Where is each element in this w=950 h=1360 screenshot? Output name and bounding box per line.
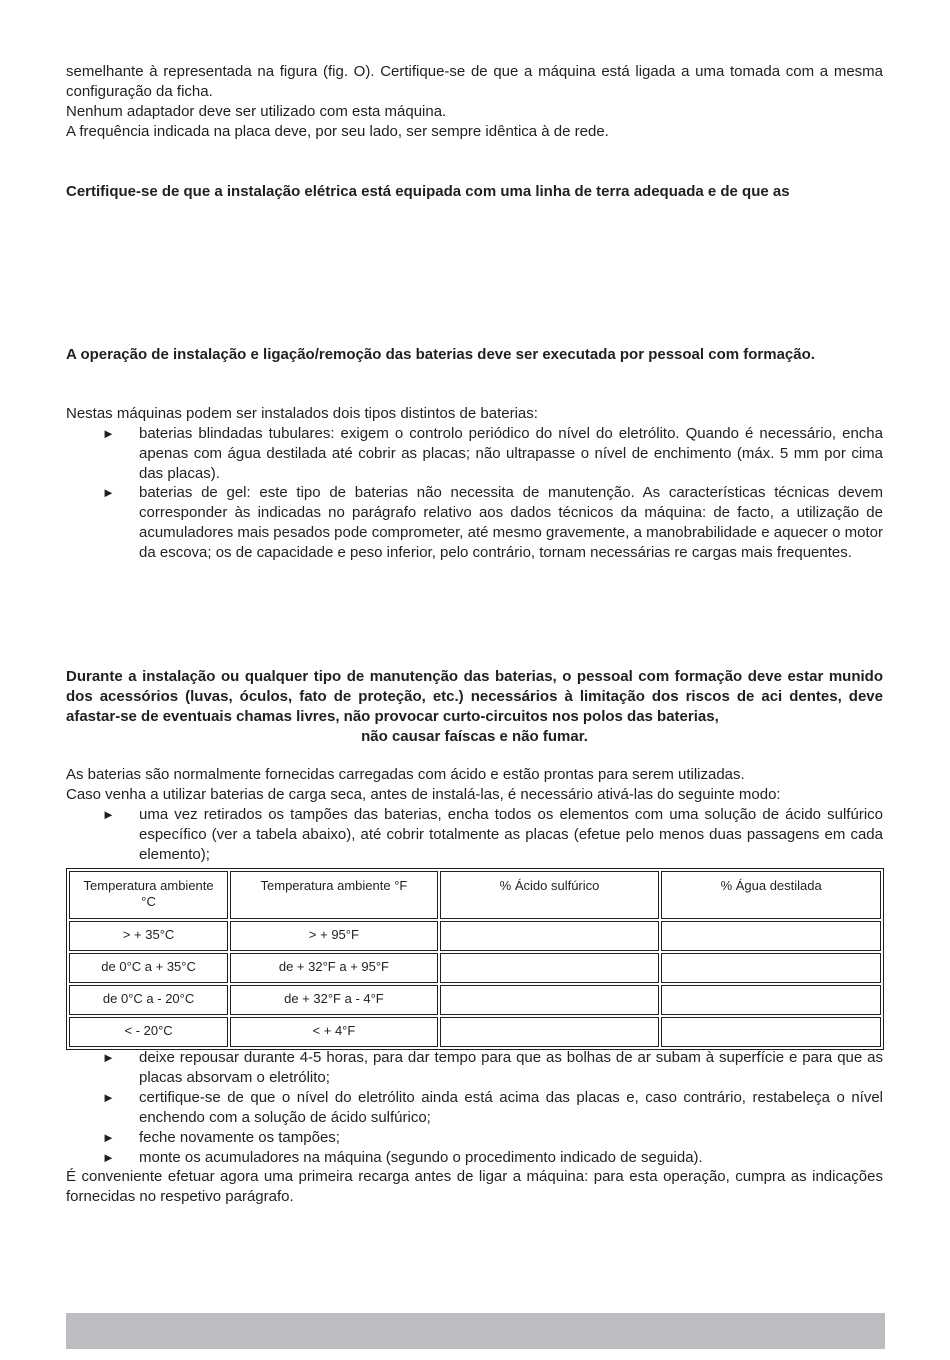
acid-solution-table	[66, 868, 884, 1050]
table-cell	[661, 985, 881, 1015]
table-row	[69, 985, 881, 1015]
paragraph-dry-charge: Caso venha a utilizar baterias de carga seca, antes de instalá-las, é necessário ativá-las do seguinte modo:	[66, 786, 781, 803]
list-item-text: baterias blindadas tubulares: exigem o controlo periódico do nível do eletrólito. Quando é necessário, encha apenas com água destilada até cobrir as placas; não ultrapasse o nível de enchimento (máx. 5 mm por cima das placas).	[139, 425, 883, 482]
bullet-arrow-icon: ►	[102, 807, 115, 822]
table-cell: > + 35°C	[69, 921, 228, 951]
footer-bar	[66, 1313, 885, 1349]
paragraph-frequency: A frequência indicada na placa deve, por seu lado, ser sempre idêntica à de rede.	[66, 123, 609, 140]
table-cell: de + 32°F a - 4°F	[230, 985, 438, 1015]
table-row	[69, 921, 881, 951]
bullet-arrow-icon: ►	[102, 1130, 115, 1145]
table-cell: < + 4°F	[230, 1017, 438, 1047]
table-cell: de 0°C a - 20°C	[69, 985, 228, 1015]
list-item-mount-batteries	[66, 1148, 883, 1168]
table-cell	[440, 953, 660, 983]
warning-safety-equipment: Durante a instalação ou qualquer tipo de manutenção das baterias, o pessoal com formação deve estar munido dos acessórios (luvas, óculos, fato de proteção, etc.) necessários à limitação dos riscos de aci dentes, deve afastar-se de eventuais chamas livres, não provocar curto-circuitos nos polos das baterias,	[66, 668, 883, 725]
bullet-arrow-icon: ►	[102, 485, 115, 500]
table-row	[69, 1017, 881, 1047]
paragraph-battery-types-intro: Nestas máquinas podem ser instalados dois tipos distintos de baterias:	[66, 405, 538, 422]
table-cell	[440, 1017, 660, 1047]
list-item-fill-acid	[66, 805, 883, 865]
bullet-arrow-icon: ►	[102, 426, 115, 441]
table-header-cell: Temperatura ambiente °F	[230, 871, 438, 919]
table-header-cell: Temperatura ambiente °C	[69, 871, 228, 919]
table-cell: de 0°C a + 35°C	[69, 953, 228, 983]
table-header-cell: % Água destilada	[661, 871, 881, 919]
paragraph-plug-configuration: semelhante à representada na figura (fig. O). Certifique-se de que a máquina está ligada a uma tomada com a mesma configuração da ficha.	[66, 63, 883, 100]
list-item-tubular-battery	[66, 424, 883, 484]
bullet-arrow-icon: ►	[102, 1050, 115, 1065]
list-item-close-caps	[66, 1128, 883, 1148]
table-cell: < - 20°C	[69, 1017, 228, 1047]
list-item-text: uma vez retirados os tampões das baterias, encha todos os elementos com uma solução de ácido sulfúrico específico (ver a tabela abaixo), até cobrir totalmente as placas (efetue pelo menos duas passagens em cada elemento);	[139, 806, 883, 863]
list-item-text: certifique-se de que o nível do eletrólito ainda está acima das placas e, caso contrário, restabeleça o nível enchendo com a solução de ácido sulfúrico;	[139, 1089, 883, 1126]
bullet-arrow-icon: ►	[102, 1150, 115, 1165]
list-item-text: monte os acumuladores na máquina (segundo o procedimento indicado de seguida).	[139, 1149, 703, 1166]
table-cell: de + 32°F a + 95°F	[230, 953, 438, 983]
table-cell	[661, 1017, 881, 1047]
list-item-gel-battery	[66, 483, 883, 563]
table-header-row	[69, 871, 881, 919]
list-item-text: baterias de gel: este tipo de baterias não necessita de manutenção. As características técnicas devem corresponder às indicadas no parágrafo relativo aos dados técnicos da máquina: de facto, a utilização de acumuladores mais pesados pode comprometer, até mesmo gravemente, a manobrabilidade e aquecer o motor da escova; os de capacidade e peso inferior, pelo contrário, tornam necessárias re cargas mais frequentes.	[139, 484, 883, 561]
paragraph-batteries-supplied: As baterias são normalmente fornecidas carregadas com ácido e estão prontas para serem utilizadas.	[66, 766, 745, 783]
table-cell	[661, 953, 881, 983]
list-item-text: deixe repousar durante 4-5 horas, para dar tempo para que as bolhas de ar subam à superfície e para que as placas absorvam o eletrólito;	[139, 1049, 883, 1086]
list-item-check-level	[66, 1088, 883, 1128]
bullet-arrow-icon: ►	[102, 1090, 115, 1105]
list-item-text: feche novamente os tampões;	[139, 1129, 340, 1146]
table-cell	[440, 921, 660, 951]
warning-safety-equipment-end: não causar faíscas e não fumar.	[361, 728, 588, 745]
paragraph-first-recharge: É conveniente efetuar agora uma primeira recarga antes de ligar a máquina: para esta operação, cumpra as indicações fornecidas no respetivo parágrafo.	[66, 1168, 883, 1205]
table-cell: > + 95°F	[230, 921, 438, 951]
table-cell	[661, 921, 881, 951]
table-header-cell: % Ácido sulfúrico	[440, 871, 660, 919]
warning-trained-personnel: A operação de instalação e ligação/remoção das baterias deve ser executada por pessoal com formação.	[66, 346, 815, 363]
list-item-rest	[66, 1048, 883, 1088]
paragraph-no-adapter: Nenhum adaptador deve ser utilizado com esta máquina.	[66, 103, 447, 120]
warning-earth-line: Certifique-se de que a instalação elétrica está equipada com uma linha de terra adequada e de que as	[66, 183, 790, 200]
table-cell	[440, 985, 660, 1015]
table-row	[69, 953, 881, 983]
